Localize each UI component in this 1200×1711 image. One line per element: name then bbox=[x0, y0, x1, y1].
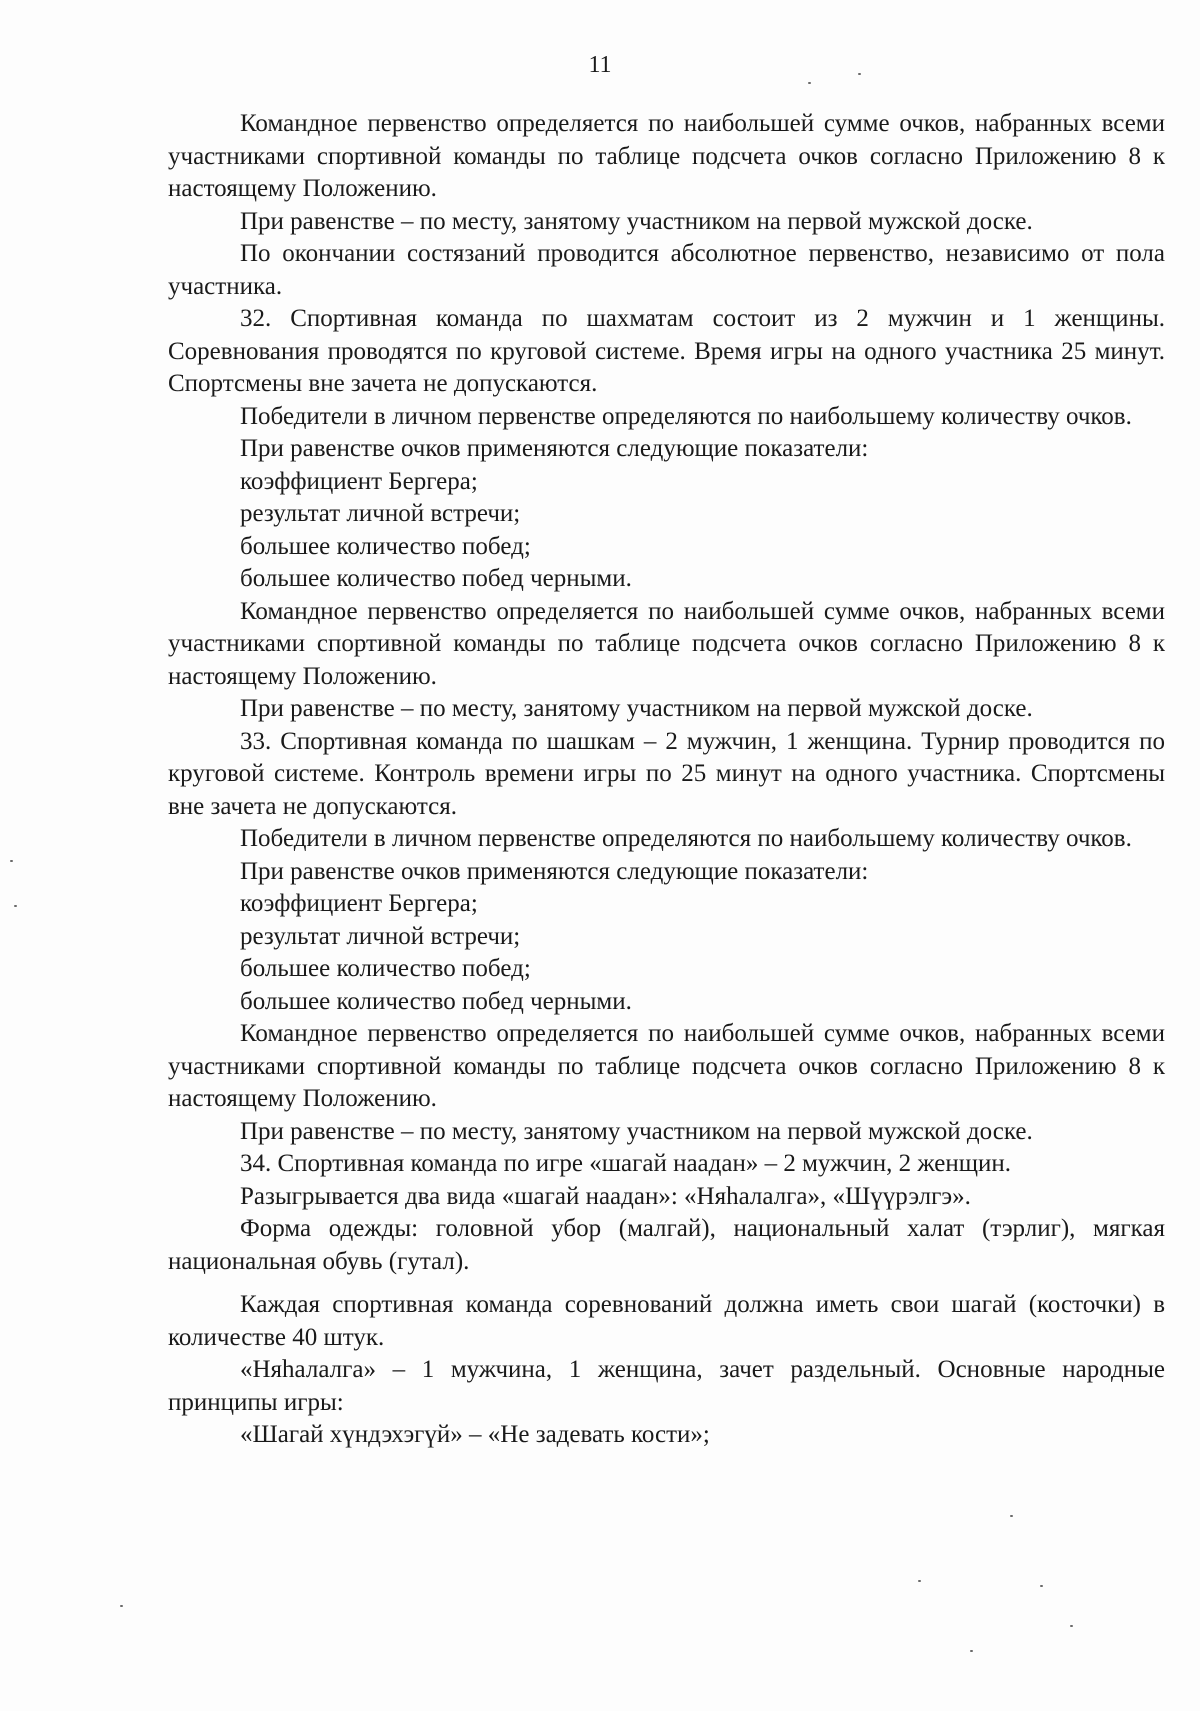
list-item: большее количество побед; bbox=[240, 955, 531, 982]
scan-speck bbox=[1010, 1515, 1013, 1517]
paragraph: При равенстве – по месту, занятому участником на первой мужской доске. bbox=[240, 695, 1033, 722]
paragraph: Командное первенство определяется по наибольшей сумме очков, набранных всеми участниками спортивной команды по таблице подсчета очков согласно Приложению 8 к настоящему Положению. bbox=[168, 597, 1165, 690]
paragraph: «Шагай хүндэхэгүй» – «Не задевать кости»; bbox=[240, 1421, 710, 1448]
scan-speck bbox=[1070, 1625, 1073, 1627]
scan-speck bbox=[120, 1605, 123, 1607]
body-text bbox=[168, 108, 1165, 1452]
scan-speck bbox=[970, 1650, 973, 1652]
list-item: результат личной встречи; bbox=[240, 500, 521, 527]
scan-speck bbox=[1040, 1585, 1043, 1587]
scan-speck bbox=[10, 860, 13, 862]
paragraph: Форма одежды: головной убор (малгай), национальный халат (тэрлиг), мягкая национальная обувь (гутал). bbox=[168, 1215, 1165, 1275]
paragraph: «Няhалалга» – 1 мужчина, 1 женщина, зачет раздельный. Основные народные принципы игры: bbox=[168, 1356, 1165, 1416]
paragraph: Победители в личном первенстве определяются по наибольшему количеству очков. bbox=[240, 402, 1132, 430]
paragraph: По окончании состязаний проводится абсолютное первенство, независимо от пола участника. bbox=[168, 240, 1165, 300]
paragraph: Победители в личном первенстве определяются по наибольшему количеству очков. bbox=[240, 825, 1132, 852]
scan-speck bbox=[14, 905, 17, 907]
list-item: результат личной встречи; bbox=[240, 922, 521, 950]
paragraph: При равенстве очков применяются следующие показатели: bbox=[240, 435, 869, 462]
scan-speck bbox=[918, 1580, 921, 1582]
list-item: коэффициент Бергера; bbox=[240, 467, 478, 495]
paragraph: При равенстве – по месту, занятому участником на первой мужской доске. bbox=[240, 207, 1033, 235]
paragraph: 34. Спортивная команда по игре «шагай наадан» – 2 мужчин, 2 женщин. bbox=[240, 1150, 1011, 1177]
page-number: 11 bbox=[588, 52, 612, 78]
scan-speck bbox=[858, 73, 861, 75]
list-item: большее количество побед черными. bbox=[240, 565, 632, 592]
paragraph: 33. Спортивная команда по шашкам – 2 мужчин, 1 женщина. Турнир проводится по круговой системе. Контроль времени игры по 25 минут на одного участника. Спортсмены вне зачета не допускаются. bbox=[168, 727, 1165, 820]
list-item: большее количество побед; bbox=[240, 532, 531, 560]
paragraph: Командное первенство определяется по наибольшей сумме очков, набранных всеми участниками спортивной команды по таблице подсчета очков согласно Приложению 8 к настоящему Положению. bbox=[168, 110, 1165, 202]
list-item: большее количество побед черными. bbox=[240, 987, 632, 1015]
list-item: коэффициент Бергера; bbox=[240, 890, 478, 917]
scan-speck bbox=[808, 82, 811, 84]
paragraph: Каждая спортивная команда соревнований должна иметь свои шагай (косточки) в количестве 40 штук. bbox=[168, 1291, 1165, 1351]
paragraph: При равенстве очков применяются следующие показатели: bbox=[240, 857, 869, 885]
paragraph: Разыгрывается два вида «шагай наадан»: «Няhалалга», «Шүүрэлгэ». bbox=[240, 1182, 971, 1210]
paragraph: 32. Спортивная команда по шахматам состоит из 2 мужчин и 1 женщины. Соревнования проводятся по круговой системе. Время игры на одного участника 25 минут. Спортсмены вне зачета не допускаются. bbox=[168, 305, 1165, 397]
paragraph: При равенстве – по месту, занятому участником на первой мужской доске. bbox=[240, 1117, 1033, 1145]
paragraph: Командное первенство определяется по наибольшей сумме очков, набранных всеми участниками спортивной команды по таблице подсчета очков согласно Приложению 8 к настоящему Положению. bbox=[168, 1020, 1165, 1112]
